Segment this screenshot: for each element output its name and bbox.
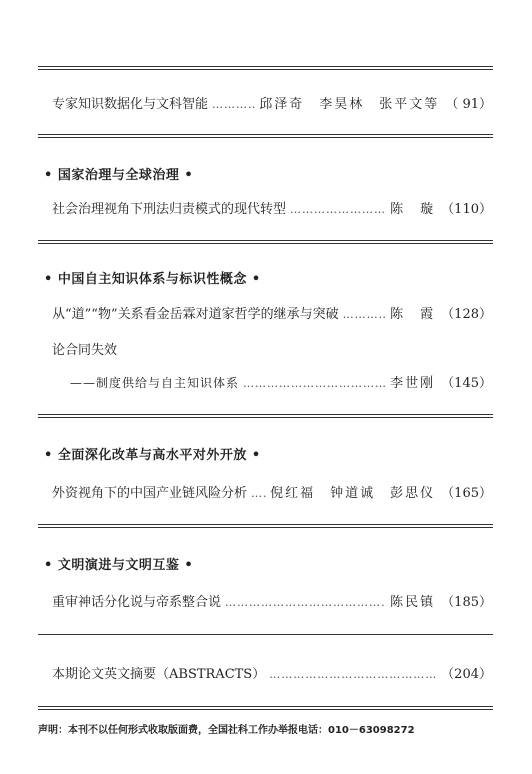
entry-authors: 李世刚 — [390, 376, 436, 391]
section-rule — [38, 524, 493, 528]
entry-page: （145） — [441, 376, 492, 391]
entry-page: （110） — [441, 202, 492, 217]
entry-page: （ 91） — [445, 97, 492, 112]
dot-leader — [343, 308, 387, 321]
toc-entry[interactable] — [70, 372, 492, 390]
entry-page: （165） — [441, 486, 492, 501]
entry-page: （128） — [441, 307, 492, 322]
entry-title-line1[interactable]: 论合同失效 — [52, 343, 118, 358]
toc-entry[interactable] — [52, 591, 492, 609]
entry-authors: 陈 霞 — [390, 307, 436, 322]
entry-page: （204） — [441, 667, 492, 682]
entry-authors: 邱泽奇 李昊林 张平文等 — [259, 97, 440, 112]
toc-entry[interactable] — [52, 198, 492, 216]
dot-leader — [225, 596, 386, 609]
dot-leader — [212, 98, 255, 111]
section-heading: • 文明演进与文明互鉴 • — [44, 558, 194, 573]
dot-leader — [269, 668, 437, 681]
section-heading: • 国家治理与全球治理 • — [44, 168, 194, 183]
section-heading: • 中国自主知识体系与标识性概念 • — [44, 272, 261, 287]
toc-entry[interactable] — [52, 663, 492, 681]
toc-entry[interactable] — [52, 93, 492, 111]
entry-page: （185） — [441, 595, 492, 610]
bottom-rule — [38, 706, 493, 710]
entry-authors: 陈 璇 — [390, 202, 436, 217]
entry-authors: 倪红福 钟道诚 彭思仪 — [270, 486, 436, 501]
section-heading: • 全面深化改革与高水平对外开放 • — [44, 448, 261, 463]
toc-entry[interactable] — [52, 482, 492, 500]
toc-entry[interactable] — [52, 303, 492, 321]
entry-title: 外资视角下的中国产业链风险分析 — [52, 486, 248, 501]
section-rule — [38, 634, 493, 635]
section-rule — [38, 240, 493, 244]
entry-title: 从“道”“物”关系看金岳霖对道家哲学的继承与突破 — [52, 307, 339, 322]
entry-title: 社会治理视角下刑法归责模式的现代转型 — [52, 202, 287, 217]
dot-leader — [251, 487, 266, 500]
entry-authors: 陈民镇 — [390, 595, 436, 610]
section-rule — [38, 414, 493, 418]
dot-leader — [243, 377, 386, 390]
entry-title: 专家知识数据化与文科智能 — [52, 97, 209, 112]
entry-subtitle: ——制度供给与自主知识体系 — [70, 376, 240, 390]
section-rule — [38, 134, 493, 138]
entry-title: 重审神话分化说与帝系整合说 — [52, 595, 222, 610]
entry-title: 本期论文英文摘要（ABSTRACTS） — [52, 667, 266, 682]
footer-statement: 声明：本刊不以任何形式收取版面费，全国社科工作办举报电话：010－63098272 — [38, 725, 415, 736]
top-rule — [38, 66, 493, 70]
dot-leader — [290, 203, 386, 216]
